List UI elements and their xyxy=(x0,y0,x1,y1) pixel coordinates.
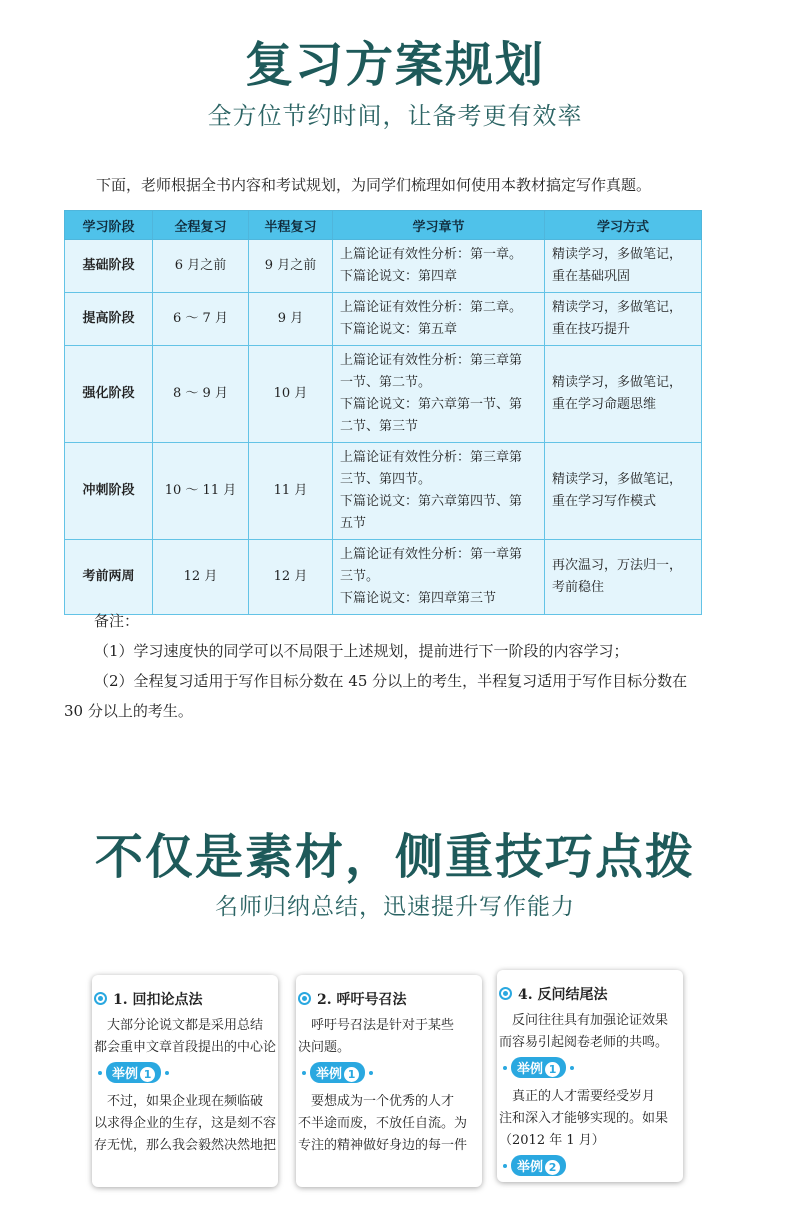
cell-chapters: 上篇论证有效性分析：第一章。 下篇论说文：第四章 xyxy=(333,240,545,293)
dot-icon xyxy=(570,1066,574,1070)
note-1: （1）学习速度快的同学可以不局限于上述规划，提前进行下一阶段的内容学习； xyxy=(94,642,629,660)
cell-full: 6 ～ 7 月 xyxy=(153,293,249,346)
header-stage: 学习阶段 xyxy=(65,211,153,240)
cell-method: 再次温习，万法归一， 考前稳住 xyxy=(545,540,702,615)
card-text-line: 都会重申文章首段提出的中心论 xyxy=(94,1040,277,1055)
card-text-line: 反问往往具有加强论证效果 xyxy=(499,1013,669,1028)
cell-full: 6 月之前 xyxy=(153,240,249,293)
cell-stage: 强化阶段 xyxy=(65,346,153,443)
dot-icon xyxy=(302,1071,306,1075)
cell-method: 精读学习，多做笔记， 重在学习写作模式 xyxy=(545,443,702,540)
cell-stage: 考前两周 xyxy=(65,540,153,615)
table-row xyxy=(65,540,702,615)
cell-half: 9 月 xyxy=(249,293,333,346)
notes xyxy=(64,606,704,726)
notes-label: 备注： xyxy=(94,612,140,630)
cell-half: 12 月 xyxy=(249,540,333,615)
target-icon xyxy=(499,987,512,1000)
cell-chapters: 上篇论证有效性分析：第二章。 下篇论说文：第五章 xyxy=(333,293,545,346)
cell-half: 10 月 xyxy=(249,346,333,443)
card-heading: 4. 反问结尾法 xyxy=(499,984,683,1010)
dot-icon xyxy=(503,1164,507,1168)
target-icon xyxy=(94,992,107,1005)
table-row xyxy=(65,443,702,540)
note-2: （2）全程复习适用于写作目标分数在 45 分以上的考生，半程复习适用于写作目标分数在 30 分以上的考生。 xyxy=(64,672,688,720)
card-text-line: 不过，如果企业现在频临破 xyxy=(94,1094,264,1109)
card-text-line: 以求得企业的生存，这是刻不容 xyxy=(94,1116,277,1131)
header-method: 学习方式 xyxy=(545,211,702,240)
card-text-line: 决问题。 xyxy=(298,1040,351,1055)
target-icon xyxy=(298,992,311,1005)
header-full-review: 全程复习 xyxy=(153,211,249,240)
card-text-line: 要想成为一个优秀的人才 xyxy=(298,1094,455,1109)
dot-icon xyxy=(98,1071,102,1075)
cell-half: 11 月 xyxy=(249,443,333,540)
card-text-line: 专注的精神做好身边的每一件 xyxy=(298,1138,468,1153)
table-header-row xyxy=(65,211,702,240)
cell-method: 精读学习，多做笔记， 重在学习命题思维 xyxy=(545,346,702,443)
intro-text: 下面，老师根据全书内容和考试规划，为同学们梳理如何使用本教材搞定写作真题。 xyxy=(96,176,652,194)
cell-full: 10 ～ 11 月 xyxy=(153,443,249,540)
card-text-line: 注和深入才能够实现的。如果 xyxy=(499,1111,669,1126)
dot-icon xyxy=(503,1066,507,1070)
study-plan-table xyxy=(64,210,702,615)
cell-stage: 基础阶段 xyxy=(65,240,153,293)
sample-page-card xyxy=(92,975,278,1187)
example-badge: 举例 2 xyxy=(499,1155,683,1181)
card-heading: 2. 呼吁号召法 xyxy=(298,989,482,1015)
card-text-line: 呼吁号召法是针对于某些 xyxy=(298,1018,455,1033)
dot-icon xyxy=(165,1071,169,1075)
cell-stage: 提高阶段 xyxy=(65,293,153,346)
cell-chapters: 上篇论证有效性分析：第三章第 一节、第二节。 下篇论说文：第六章第一节、第 二节、第三节 xyxy=(333,346,545,443)
section1-title: 复习方案规划 xyxy=(244,37,545,93)
cell-stage: 冲刺阶段 xyxy=(65,443,153,540)
card-text-line: 大部分论说文都是采用总结 xyxy=(94,1018,264,1033)
example-badge: 举例 1 xyxy=(499,1057,683,1083)
section1-subtitle: 全方位节约时间，让备考更有效率 xyxy=(207,102,583,130)
cell-chapters: 上篇论证有效性分析：第三章第 三节、第四节。 下篇论说文：第六章第四节、第 五节 xyxy=(333,443,545,540)
card-text-line: 而容易引起阅卷老师的共鸣。 xyxy=(499,1035,669,1050)
card-heading: 1. 回扣论点法 xyxy=(94,989,278,1015)
card-text-line: 存无忧，那么我会毅然决然地把 xyxy=(94,1138,277,1153)
dot-icon xyxy=(369,1071,373,1075)
cell-method: 精读学习，多做笔记， 重在技巧提升 xyxy=(545,293,702,346)
card-text-line: 真正的人才需要经受岁月 xyxy=(499,1089,656,1104)
example-badge: 举例 1 xyxy=(94,1062,278,1088)
header-half-review: 半程复习 xyxy=(249,211,333,240)
table-row xyxy=(65,293,702,346)
card-text-line: 不半途而废，不放任自流。为 xyxy=(298,1116,468,1131)
example-badge: 举例 1 xyxy=(298,1062,482,1088)
header-chapters: 学习章节 xyxy=(333,211,545,240)
table-row xyxy=(65,346,702,443)
card-text-line: （2012 年 1 月） xyxy=(499,1133,605,1148)
section2-title: 不仅是素材，侧重技巧点拨 xyxy=(94,829,695,885)
cell-full: 12 月 xyxy=(153,540,249,615)
cell-half: 9 月之前 xyxy=(249,240,333,293)
cell-method: 精读学习，多做笔记， 重在基础巩固 xyxy=(545,240,702,293)
table-row xyxy=(65,240,702,293)
section2-subtitle: 名师归纳总结，迅速提升写作能力 xyxy=(215,894,575,920)
sample-page-card xyxy=(296,975,482,1187)
cell-full: 8 ～ 9 月 xyxy=(153,346,249,443)
cell-chapters: 上篇论证有效性分析：第一章第 三节。 下篇论说文：第四章第三节 xyxy=(333,540,545,615)
sample-page-card xyxy=(497,970,683,1182)
